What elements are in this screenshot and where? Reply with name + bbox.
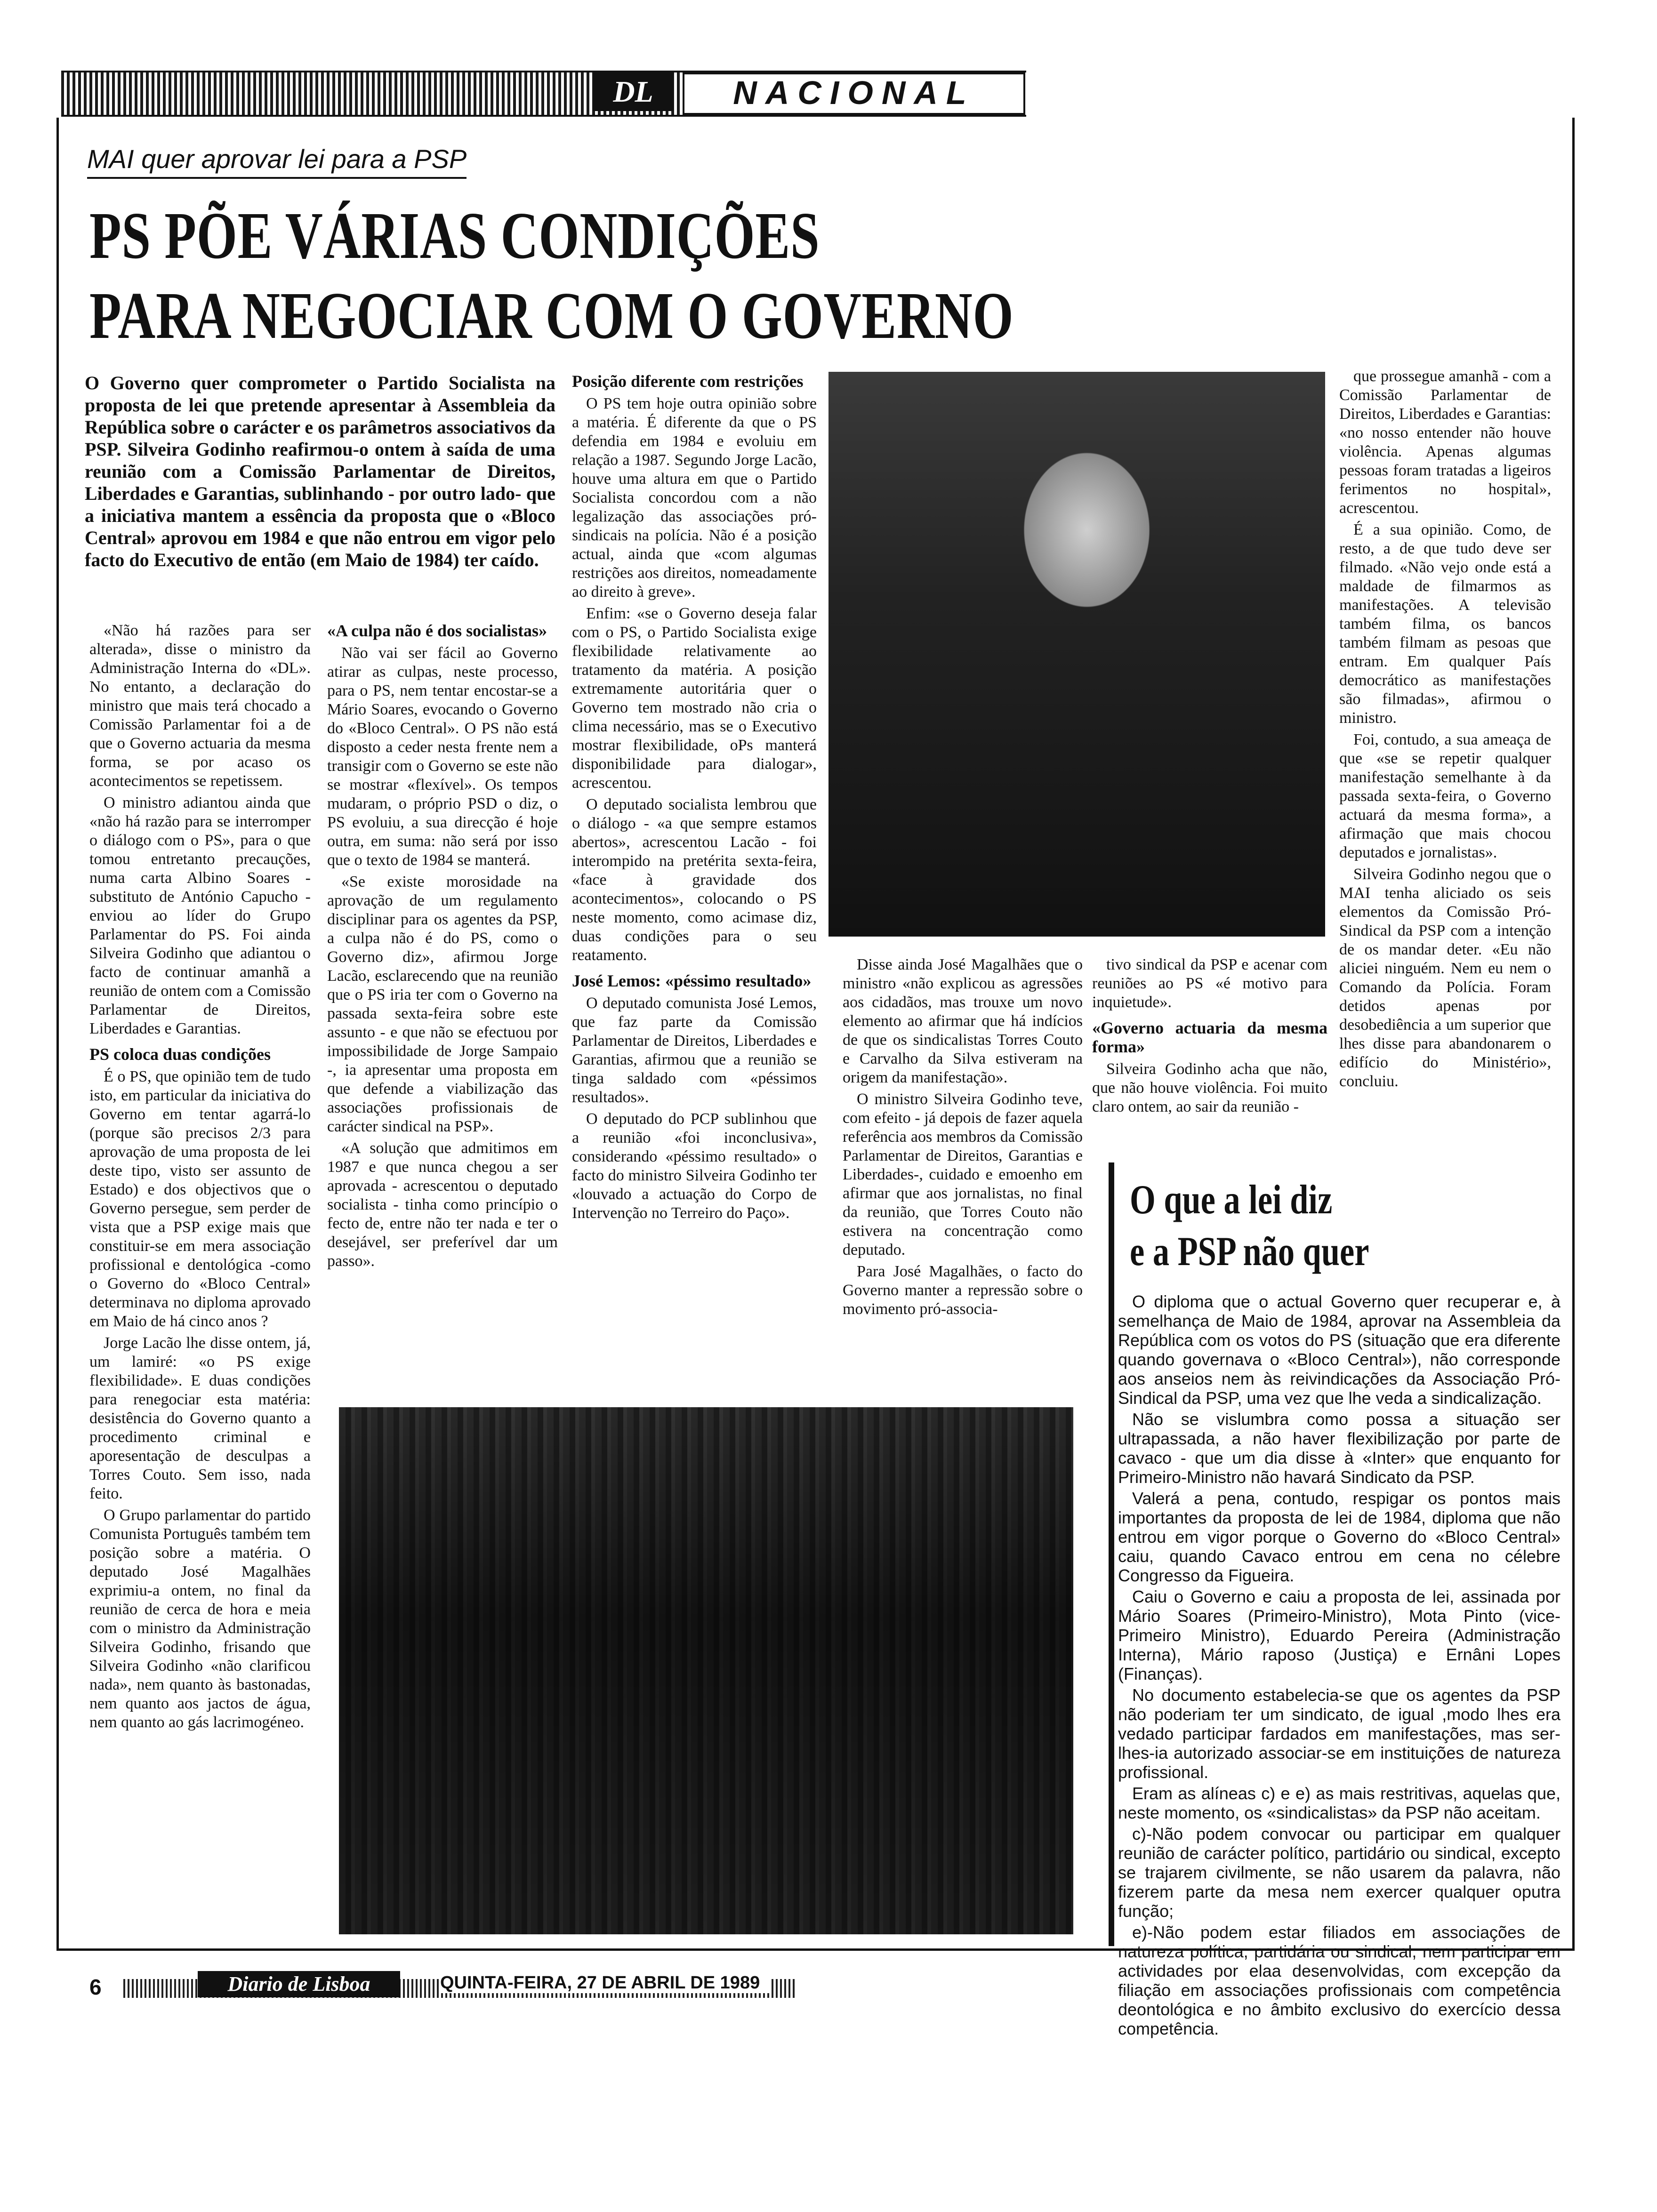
article-column-4 xyxy=(1092,955,1327,1119)
sidebar-title-line-1: O que a lei diz xyxy=(1130,1177,1333,1223)
paragraph: Foi, contudo, a sua ameaça de que «se se repetir qualquer manifestação semelhante à da passada sexta-feira, o Governo actuará da mesma forma», a afirmação que mais chocou deputados e jornalistas». xyxy=(1339,731,1551,861)
article-column-3 xyxy=(572,372,817,1226)
paragraph: Silveira Godinho negou que o MAI tenha aliciado os seis elementos da Comissão Pró-Sindical da PSP com a intenção de os mandar deter. «Eu não aliciei ninguém. Nem eu nem o Comando da Polícia. Foram detidos apenas por desobediência a um superior que lhes disse para abandonarem o edifício do Ministério», concluiu. xyxy=(1339,866,1551,1090)
paragraph: Enfim: «se o Governo deseja falar com o PS, o Partido Socialista exige flexibilidade relativamente ao tratamento da matéria. A posição extremamente autoritária quer o Governo tem mostrado não cria o clima necessário, mas se o Executivo mostrar flexibilidade, oPs manterá disponibilidade para dialogar», acrescentou. xyxy=(572,605,817,792)
paragraph: O deputado do PCP sublinhou que a reunião «foi inconclusiva», considerando «péssimo resultado» o facto do ministro Silveira Godinho ter «louvado a actuação do Corpo de Intervenção no Terreiro do Paço». xyxy=(572,1110,817,1222)
paragraph: Caiu o Governo e caiu a proposta de lei, assinada por Mário Soares (Primeiro-Ministro), Mota Pinto (vice-Primeiro Ministro), Eduardo Pereira (Administração Interna), Mário raposo (Justiça) e Ernâni Lopes (Finanças). xyxy=(1118,1587,1560,1683)
paragraph: O ministro adiantou ainda que «não há razão para se interromper o diálogo com o PS», para o que tomou entretanto precauções, numa carta Albino Soares - substituto de António Capucho - enviou ao líder do Grupo Parlamentar do PS. Foi ainda Silveira Godinho que adiantou o facto de continuar amanhã a reunião de ontem com a Comissão Parlamentar de Direitos, Liberdades e Garantias. xyxy=(89,794,311,1037)
sidebar-title-line-2: e a PSP não quer xyxy=(1130,1229,1369,1274)
paragraph: Silveira Godinho acha que não, que não houve violência. Foi muito claro ontem, ao sair da reunião - xyxy=(1092,1060,1327,1115)
paragraph: O deputado comunista José Lemos, que faz parte da Comissão Parlamentar de Direitos, Liberdades e Garantias, afirmou que a reunião se tinga saldado com «péssimos resultados». xyxy=(572,994,817,1106)
paragraph: c)-Não podem convocar ou participar em qualquer reunião de carácter político, partidário ou sindical, excepto se trajarem civilmente, se não usarem da palavra, não fizerem parte da mesa nem exercer qualquer oputra função; xyxy=(1118,1824,1560,1921)
paragraph: Não vai ser fácil ao Governo atirar as culpas, neste processo, para o PS, nem tentar encostar-se a Mário Soares, evocando o Governo do «Bloco Central». O PS não está disposto a ceder nesta frente nem a transigir com o Governo se este não se mostrar «flexível». Os tempos mudaram, o próprio PSD o diz, o PS evoluiu, a sua direcção é hoje outra, em suma: não será por isso que o texto de 1984 se manterá. xyxy=(327,644,558,869)
paragraph: «Se existe morosidade na aprovação de um regulamento disciplinar para os agentes da PSP, a culpa não é do PS, como o Governo diz», afirmou Jorge Lacão, esclarecendo que na reunião que o PS iria ter com o Governo na passada sexta-feira sobre este assunto - e que não se efectuou por impossibilidade de Jorge Sampaio -, ia apresentar uma proposta em que defende a viabilização das associações profissionais de carácter sindical na PSP». xyxy=(327,873,558,1135)
paragraph: Valerá a pena, contudo, respigar os pontos mais importantes da proposta de lei de 1984, diploma que não entrou em vigor porque o Governo do «Bloco Central» caiu, quando Cavaco entrou em cena no célebre Congresso da Figueira. xyxy=(1118,1489,1560,1585)
kicker: MAI quer aprovar lei para a PSP xyxy=(87,144,467,179)
paragraph: O ministro Silveira Godinho teve, com efeito - já depois de fazer aquela referência aos membros da Comissão Parlamentar de Direitos, Garantias e Liberdades-, cuidado e emoenho em afirmar que aos jornalistas, no final da reunião, que Torres Couto não estivera na concentração como deputado. xyxy=(843,1090,1083,1258)
paragraph: que prossegue amanhã - com a Comissão Parlamentar de Direitos, Liberdades e Garantias: «no nosso entender não houve violência. Apenas algumas pessoas foram tratadas a ligeiros ferimentos no hospital», acrescentou. xyxy=(1339,368,1551,517)
subheading: PS coloca duas condições xyxy=(89,1045,271,1064)
paragraph: Não se vislumbra como possa a situação ser ultrapassada, a não haver flexibilização por parte de cavaco - que um dia disse à «Inter» que enquanto for Primeiro-Ministro não havará Sindicato da PSP. xyxy=(1118,1410,1560,1487)
article-column-3b xyxy=(843,955,1083,1322)
subheading: «Governo actuaria da mesma forma» xyxy=(1092,1018,1327,1056)
sidebar-title xyxy=(1130,1174,1369,1278)
paragraph: e)-Não podem estar filiados em associações de natureza política, partidária ou sindical, nem participar em actividades por elaa desenvolvidas, com excepção da filiação em associações profissionais com competência deontológica e no âmbito exclusivo do exercício dessa competência. xyxy=(1118,1923,1560,2038)
paragraph: No documento estabelecia-se que os agentes da PSP não poderiam ter um sindicato, de igual ,modo lhes era vedado participar fardados em manifestações, mas ser-lhes-ia autorizado associar-se em instituições de natureza profissional. xyxy=(1118,1685,1560,1782)
sidebar-body xyxy=(1118,1292,1560,2040)
paragraph: Disse ainda José Magalhães que o ministro «não explicou as agressões aos cidadãos, mas trouxe um novo elemento ao afirmar que há indícios de que os sindicalistas Torres Couto e Carvalho da Silva estiveram na origem da manifestação». xyxy=(843,956,1083,1086)
newspaper-masthead: Diario de Lisboa xyxy=(198,1971,400,1997)
subheading: Posição diferente com restrições xyxy=(572,372,804,391)
paragraph: Eram as alíneas c) e e) as mais restritivas, aquelas que, neste momento, os «sindicalistas» da PSP não aceitam. xyxy=(1118,1784,1560,1822)
paragraph: «Não há razões para ser alterada», disse o ministro da Administração Interna do «DL». No entanto, a declaração do ministro que mais terá chocado a Comissão Parlamentar foi a de que o Governo actuaria da mesma forma, se por acaso os acontecimentos se repetissem. xyxy=(89,622,311,790)
newspaper-logo: DL xyxy=(593,72,673,111)
article-column-5 xyxy=(1339,367,1551,1094)
subheading: «A culpa não é dos socialistas» xyxy=(327,621,547,640)
headline-line-2: PARA NEGOCIAR COM O GOVERNO xyxy=(89,278,1014,353)
paragraph: O diploma que o actual Governo quer recuperar e, à semelhança de Maio de 1984, aprovar na Assembleia da República com os votos do PS (situação que era diferente quando governava o «Bloco Central»), não corresponde aos anseios nem às reivindicações da Associação Pró-Sindical da PSP, uma vez que lhe veda a sindicalização. xyxy=(1118,1292,1560,1408)
section-title: NACIONAL xyxy=(683,72,1025,115)
paragraph: «A solução que admitimos em 1987 e que nunca chegou a ser aprovada - acrescentou o deputado socialista - tinha como princípio o fecto de, entre não ter nada e ter o desejável, ser preferível dar um passo». xyxy=(327,1139,558,1270)
paragraph: tivo sindical da PSP e acenar com reuniões ao PS «é motivo para inquietude». xyxy=(1092,956,1327,1011)
article-column-1 xyxy=(89,621,311,1735)
riot-police-photo xyxy=(339,1407,1073,1934)
paragraph: Jorge Lacão lhe disse ontem, já, um lamiré: «o PS exige flexibilidade». E duas condições para renegociar esta matéria: desistência do Governo quanto a procedimento criminal e aporesentação de desculpas a Torres Couto. Sem isso, nada feito. xyxy=(89,1334,311,1502)
paragraph: É a sua opinião. Como, de resto, a de que tudo deve ser filmado. «Não vejo onde está a maldade de filmarmos as manifestações. A televisão também filma, os bancos também filmam as pesoas que entram. Em qualquer País democrático as manifestações são filmadas», afirmou o ministro. xyxy=(1339,521,1551,727)
paragraph: O deputado socialista lembrou que o diálogo - «a que sempre estamos abertos», acrescentou Lacão - foi interompido na pretérita sexta-feira, «face à gravidade dos acontecimentos», colocando o PS neste momento, como acimase diz, duas condições para o seu reatamento. xyxy=(572,796,817,964)
paragraph: Para José Magalhães, o facto do Governo manter a repressão sobre o movimento pró-associa- xyxy=(843,1263,1083,1318)
portrait-photo xyxy=(828,372,1325,937)
subheading: José Lemos: «péssimo resultado» xyxy=(572,971,812,990)
paragraph: É o PS, que opinião tem de tudo isto, em particular da iniciativa do Governo em tentar agarrá-lo (porque são precisos 2/3 para aprovação de uma proposta de lei deste tipo, visto ser assunto de Estado) e dos objectivos que o Governo persegue, sem perder de vista que a PSP exige mais que constituir-se em mera associação profissional e dentológica -como o Governo do «Bloco Central» determinava no diploma aprovado em Maio de há cinco anos ? xyxy=(89,1068,311,1330)
issue-date: QUINTA-FEIRA, 27 DE ABRIL DE 1989 xyxy=(440,1973,770,1993)
page-number: 6 xyxy=(89,1974,122,2001)
paragraph: O PS tem hoje outra opinião sobre a matéria. É diferente da que o PS defendia em 1984 e evoluiu em relação a 1987. Segundo Jorge Lacão, houve uma altura em que o Partido Socialista concordou com a não legalização das associações pró-sindicais na polícia. Não é a posição actual, ainda que «com algumas restrições aos direitos, nomeadamente ao direito à greve». xyxy=(572,395,817,601)
article-column-2 xyxy=(327,621,558,1274)
lede-paragraph: O Governo quer comprometer o Partido Socialista na proposta de lei que pretende apresentar à Assembleia da República sobre o carácter e os parâmetros associativos da PSP. Silveira Godinho reafirmou-o ontem à saída de uma reunião com a Comissão Parlamentar de Direitos, Liberdades e Garantias, sublinhando - por outro lado- que a iniciativa mantem a essência da proposta que o «Bloco Central» aprovou em 1984 e que não entrou em vigor pelo facto do Executivo de então (em Maio de 1984) ter caído. xyxy=(85,372,555,570)
paragraph: O Grupo parlamentar do partido Comunista Português também tem posição sobre a matéria. O deputado José Magalhães exprimiu-a ontem, no final da reunião de cerca de hora e meia com o ministro da Administração Silveira Godinho, frisando que Silveira Godinho «não clarificou nada», nem quanto às bastonadas, nem quanto aos jactos de água, nem quanto ao gás lacrimogéneo. xyxy=(89,1507,311,1731)
headline-line-1: PS PÕE VÁRIAS CONDIÇÕES xyxy=(89,198,820,272)
